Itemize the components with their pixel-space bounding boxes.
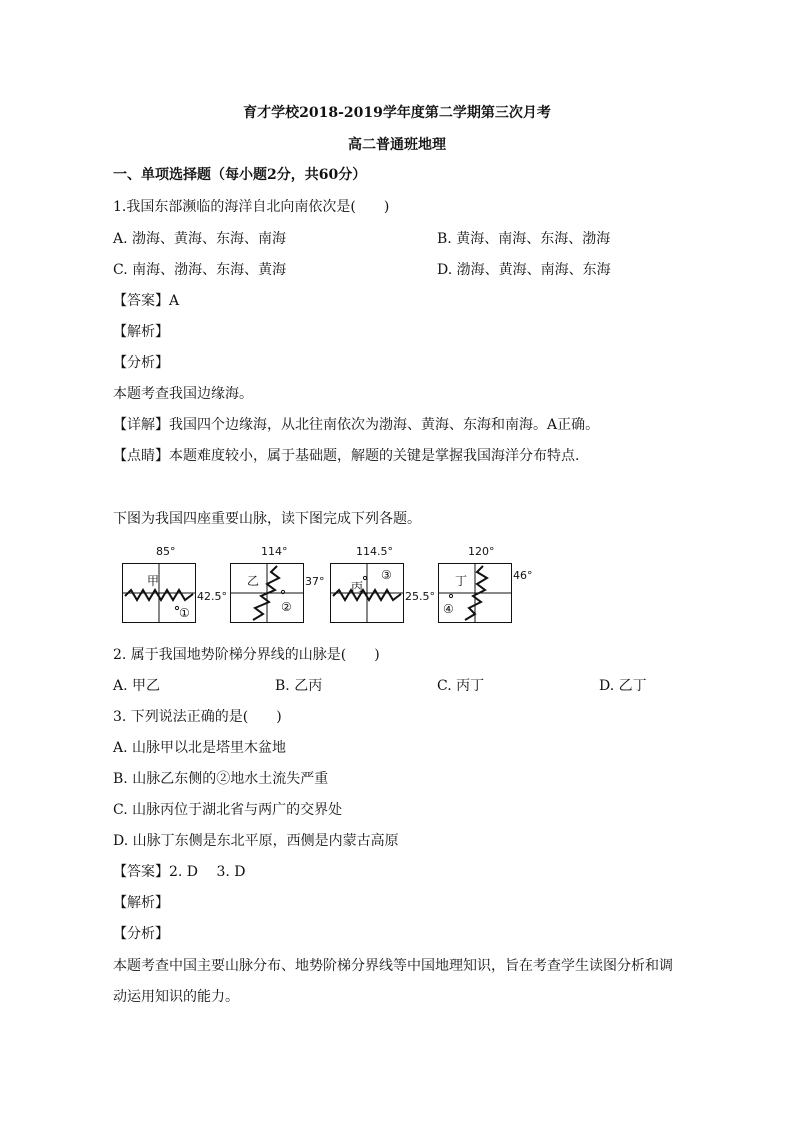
q1-option-d: D. 渤海、黄海、南海、东海 <box>437 262 611 278</box>
q3-option-a: A. 山脉甲以北是塔里木盆地 <box>113 740 287 756</box>
panel-ding-longitude: 120° <box>468 545 495 558</box>
panel-bing-drawing <box>331 564 403 622</box>
q23-fenxi-label: 【分析】 <box>113 926 169 942</box>
section-heading: 一、单项选择题（每小题2分，共60分） <box>113 167 367 183</box>
q2-stem: 2. 属于我国地势阶梯分界线的山脉是( ) <box>113 647 380 663</box>
panel-ding-site: ④ <box>443 602 454 616</box>
panel-bing-longitude: 114.5° <box>356 545 393 558</box>
q3-option-b: B. 山脉乙东侧的②地水土流失严重 <box>113 771 329 787</box>
q3-option-c: C. 山脉丙位于湖北省与两广的交界处 <box>113 802 343 818</box>
exam-subtitle: 高二普通班地理 <box>348 137 446 153</box>
panel-bing <box>330 563 404 623</box>
q1-jiexi-label: 【解析】 <box>113 324 169 340</box>
q1-comment: 【点睛】本题难度较小，属于基础题，解题的关键是掌握我国海洋分布特点. <box>113 448 580 464</box>
panel-jia-longitude: 85° <box>156 545 176 558</box>
q2-option-c: C. 丙丁 <box>437 678 485 694</box>
q1-detail: 【详解】我国四个边缘海，从北往南依次为渤海、黄海、东海和南海。A正确。 <box>113 417 600 433</box>
q1-option-a: A. 渤海、黄海、东海、南海 <box>113 231 287 247</box>
q23-jiexi-label: 【解析】 <box>113 895 169 911</box>
q23-analysis-line1: 本题考查中国主要山脉分布、地势阶梯分界线等中国地理知识，旨在考查学生读图分析和调 <box>113 958 673 974</box>
mountain-figure <box>120 545 540 627</box>
panel-yi-label: 乙 <box>247 574 260 588</box>
q2-option-d: D. 乙丁 <box>599 678 647 694</box>
panel-bing-site: ③ <box>381 568 392 582</box>
q1-fenxi-label: 【分析】 <box>113 355 169 371</box>
q3-option-d: D. 山脉丁东侧是东北平原，西侧是内蒙古高原 <box>113 833 399 849</box>
q1-option-c: C. 南海、渤海、东海、黄海 <box>113 262 287 278</box>
panel-jia <box>122 563 196 623</box>
panel-ding-latitude: 46° <box>513 569 533 582</box>
panel-yi-latitude: 37° <box>305 575 325 588</box>
panel-jia-latitude: 42.5° <box>197 590 227 603</box>
exam-title: 育才学校2018-2019学年度第二学期第三次月考 <box>243 105 551 121</box>
q1-stem: 1.我国东部濒临的海洋自北向南依次是( ) <box>113 199 390 215</box>
figure-intro: 下图为我国四座重要山脉，读下图完成下列各题。 <box>113 511 421 527</box>
panel-jia-site: ① <box>179 606 190 620</box>
q2-option-b: B. 乙丙 <box>275 678 323 694</box>
panel-jia-label: 甲 <box>147 574 160 588</box>
q23-answer: 【答案】2. D 3. D <box>113 864 246 880</box>
q1-analysis-text: 本题考查我国边缘海。 <box>113 386 253 402</box>
panel-yi-longitude: 114° <box>261 545 288 558</box>
q1-option-b: B. 黄海、南海、东海、渤海 <box>437 231 611 247</box>
panel-bing-latitude: 25.5° <box>405 590 435 603</box>
q23-analysis-line2: 动运用知识的能力。 <box>113 989 239 1005</box>
panel-bing-label: 丙 <box>351 580 364 594</box>
panel-yi-drawing <box>231 564 303 622</box>
q3-stem: 3. 下列说法正确的是( ) <box>113 709 282 725</box>
q2-option-a: A. 甲乙 <box>113 678 161 694</box>
q1-answer: 【答案】A <box>113 293 180 309</box>
panel-yi <box>230 563 304 623</box>
panel-ding-label: 丁 <box>455 574 468 588</box>
panel-yi-site: ② <box>281 600 292 614</box>
panel-ding <box>438 563 512 623</box>
